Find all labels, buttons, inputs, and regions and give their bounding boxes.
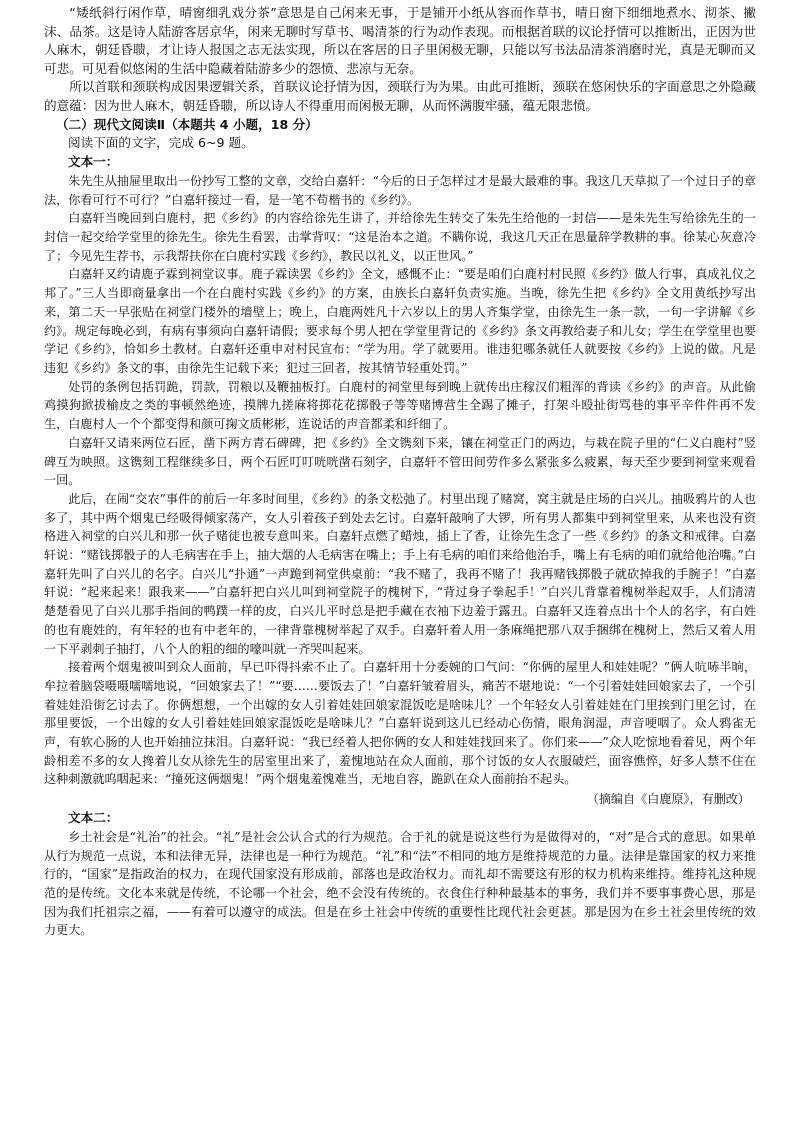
text-two-label: 文本二：: [68, 810, 119, 826]
text-one-paragraph: 接着两个烟鬼被叫到众人面前，早已吓得抖索不止了。白嘉轩用十分委婉的口气问：“你俩的屋里人和娃娃呢？”俩人吭哧半晌，牟拉着脑袋嗫嗫嚅嚅地说，“回娘家去了！”“要……要饭去了！”白嘉轩皱着眉头，痛苦不堪地说：“一个引着娃娃回娘家去了，一个引着娃娃沿街乞讨去了。你俩想想，一个出嫁的女人引着娃娃回娘家混饭吃是啥味儿？一个年轻女人引着娃娃在门里挨到门里乞讨，在那里要饭，一个出嫁的女人引着娃娃回娘家混饭吃是啥味儿？”白嘉轩说到这儿已经动心伤情，眼角润湿，声音哽咽了。众人鸦雀无声，有软心肠的人也开始抽泣抹泪。白嘉轩说：“我已经着人把你俩的女人和娃娃找回来了。你们来——”众人吃惊地看着见，两个年龄相差不多的女人搀着儿女从徐先生的居室里出来了，羞愧地站在众人面前，那个讨饭的女人衣服破烂，面容憔悴，好多人禁不住在这种刺激就呜咽起来：“撞死这俩烟鬼！”两个烟鬼羞愧难当，无地自容，跪趴在众人面前抬不起头。: [44, 660, 756, 787]
analysis-paragraph: 所以首联和颈联构成因果逻辑关系，首联议论抒情为因，颈联行为为果。由此可推断，颈联在悠闲快乐的字面意思之外隐藏的意蕴：因为世人麻木，朝廷昏聩，所以诗人不得重用而闲极无聊，从而怀满腹牢骚，蕴无限悲愤。: [44, 79, 756, 113]
text-one-paragraph: 朱先生从抽屉里取出一份抄写工整的文章，交给白嘉轩：“今后的日子怎样过才是最大最难的事。我这几天草拟了一个过日子的章法，你看可行不可行？”白嘉轩接过一看，是一笔不苟楷书的《乡约》。: [44, 173, 756, 207]
analysis-paragraph: “矮纸斜行闲作草，晴窗细乳戏分茶”意思是自己闲来无事，于是铺开小纸从容而作草书，晴日窗下细细地煮水、沏茶、撇沫、品茶。这是诗人陆游客居京华，闲来无聊时写草书、喝清茶的行为动作表现。而根据首联的议论抒情可以推断出，正因为世人麻木，朝廷昏聩，才让诗人报国之志无法实现，所以在客居的日子里闲极无聊，只能以写书法品清茶消磨时光，真是无聊而又可悲。可见看似悠闲的生活中隐藏着陆游多少的怨愤、悲凉与无奈。: [44, 5, 756, 76]
text-one-paragraph: 此后，在闹“交农”事件的前后一年多时间里，《乡约》的条文松弛了。村里出现了赌窝，窝主就是庄场的白兴儿。抽吸鸦片的人也多了，其中两个烟鬼已经吸得倾家荡产，女人引着孩子到处去乞讨。白嘉轩敲响了大锣，所有男人都集中到祠堂里来，从来也没有资格进入祠堂的白兴儿和那一伙子赌徒也被专意叫来。白嘉轩点燃了蜡烛，插上了香，让徐先生念了一些《乡约》的条文和戒律。白嘉轩说：“赌钱掷骰子的人毛病害在手上，抽大烟的人毛病害在嘴上；手上有毛病的咱们来给他治手，嘴上有毛病的咱们就给他治嘴。”白嘉轩先叫了白兴儿的名字。白兴儿“扑通”一声跪到祠堂供桌前：“我不赌了，我再不赌了！我再赌钱掷骰子就砍掉我的手腕子！”白嘉轩说：“起来起来！跟我来——”白嘉轩把白兴儿叫到祠堂院子的槐树下，“背过身子拳起手！”白兴儿背靠着槐树举起双手，人们清清楚楚看见了白兴儿那手指间的鸭蹼一样的皮，白兴儿平时总是把手藏在衣袖下边羞于露丑。白嘉轩又连着点出十个人的名字，有白姓的也有鹿姓的，有年轻的也有中老年的，一律背靠槐树举起了双手。白嘉轩着人用一条麻绳把那八双手捆绑在槐树上，然后又着人用一下平剥刺子抽打，八个人的粗的细的嚎叫就一齐哭叫起来。: [44, 491, 756, 656]
section-title: （二）现代文阅读Ⅱ（本题共 4 小题，18 分）: [56, 116, 318, 132]
exam-page: [44, 4, 756, 940]
text-one-source: （摘编自《白鹿原》，有删改）: [586, 792, 750, 807]
text-two-paragraph: 乡土社会是“礼治”的社会。“礼”是社会公认合式的行为规范。合于礼的就是说这些行为是做得对的，“对”是合式的意思。如果单从行为规范一点说，本和法律无异，法律也是一种行为规范。“礼”和“法”不相同的地方是维持规范的力量。法律是靠国家的权力来推行的，“国家”是指政治的权力，在现代国家没有形成前，部落也是政治权力。而礼却不需要这有形的权力机构来维持。维持礼这种规范的是传统。文化本来就是传统，不论哪一个社会，绝不会没有传统的。衣食住行种种最基本的事务，我们并不要事事费心思，那是因为我们托祖宗之福，——有着可以遵守的成法。但是在乡土社会中传统的重要性比现代社会更甚。那是因为在乡土社会里传统的效力更大。: [44, 829, 756, 938]
text-one-paragraph: 白嘉轩当晚回到白鹿村，把《乡约》的内容给徐先生讲了，并给徐先生转交了朱先生给他的一封信——是朱先生写给徐先生的一封信一起交给学堂里的徐先生。徐先生看罢，击掌背叹：“这是治本之道。不瞒你说，我这几天正在思量辞学教耕的事。徐某心灰意冷了；今见先生荐书，示我帮扶你在白鹿村实践《乡约》，教民以礼义，以正世风。”: [44, 211, 756, 263]
reading-instruction: 阅读下面的文字，完成 6~9 题。: [68, 135, 254, 151]
text-one-paragraph: 白嘉轩又约请鹿子霖到祠堂议事。鹿子霖读罢《乡约》全文，感慨不止：“要是咱们白鹿村村民照《乡约》做人行事，真成礼仪之邦了。”三人当即商量拿出一个在白鹿村实践《乡约》的方案，由族长白嘉轩负责实施。当晚，徐先生把《乡约》全文用黄纸抄写出来，第二天一早张贴在祠堂门楼外的墙壁上；晚上，白鹿两姓凡十六岁以上的男人齐集学堂，由徐先生一条一款，一句一字讲解《乡约》。规定每晚必到，有病有事须向白嘉轩请假；要求每个男人把在学堂里背记的《乡约》条文再教给妻子和儿女；学生在学堂里也要学记《乡约》，恰如乡土教材。白嘉轩还重申对村民宣布：“学为用。学了就要用。谁违犯哪条就任人就要按《乡约》上说的做。凡是违犯《乡约》条文的事，由徐先生记载下来；犯过三回者，按其情节轻重处罚。”: [44, 267, 756, 375]
text-one-paragraph: 白嘉轩又请来两位石匠，凿下两方青石碑碑，把《乡约》全文镌刻下来，镶在祠堂正门的两边，与栽在院子里的“仁义白鹿村”竖碑互为映照。这镌刻工程继续多日，两个石匠叮叮咣咣凿石刻字，白嘉轩不管田间劳作多么紧张多么疲累，每天至少要到祠堂来观看一回。: [44, 435, 756, 488]
text-one-paragraph: 处罚的条例包括罚跪，罚款，罚粮以及鞭抽板打。白鹿村的祠堂里每到晚上就传出庄稼汉们粗浑的背读《乡约》的声音。从此偷鸡摸狗掀拔榆皮之类的事顿然绝迹，摸牌九搓麻将掷花花掷骰子等等赌博营生全踢了摊子，打架斗殴扯街骂巷的事平辛件件再不发生，白鹿村人一个个都变得和颜可掬文质彬彬，连说话的声音都柔和纤细了。: [44, 379, 756, 432]
text-one-label: 文本一：: [68, 154, 119, 170]
